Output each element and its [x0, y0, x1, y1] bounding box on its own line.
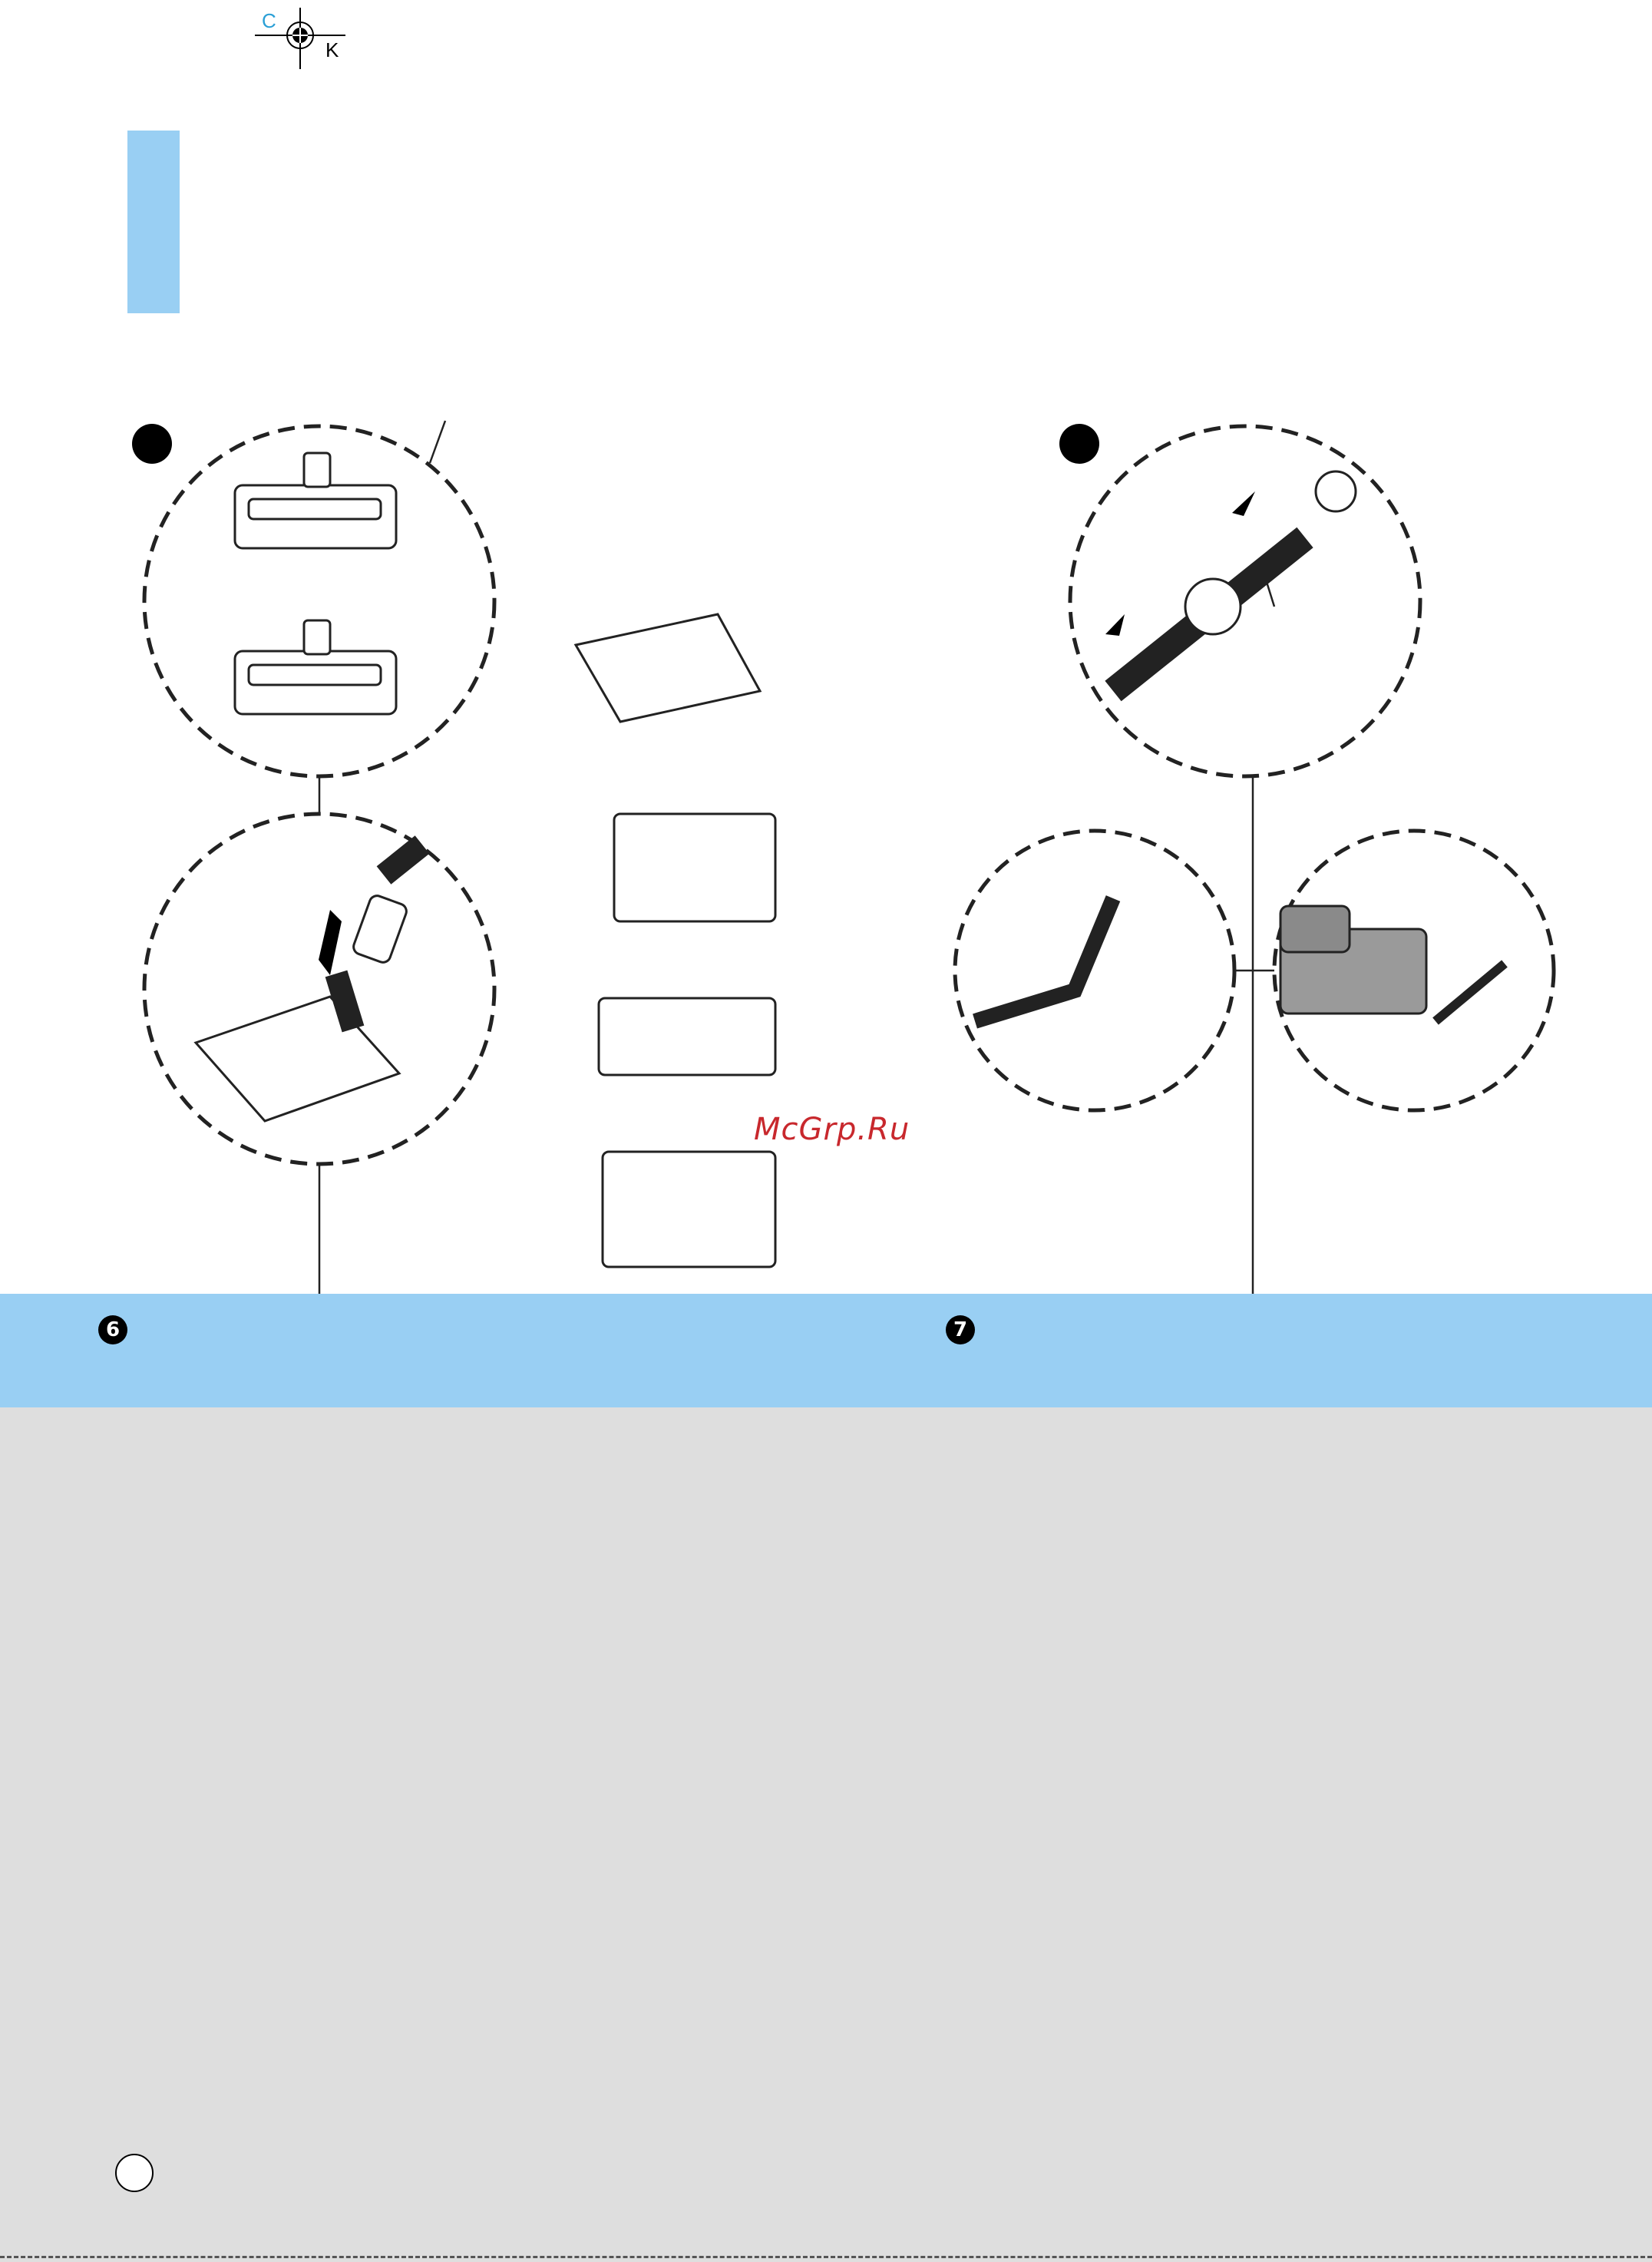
step-7-badge: 7 [946, 1315, 975, 1344]
illustration-area [0, 399, 1652, 1294]
section-band [0, 1294, 1652, 1407]
bottom-dashed-rule [0, 2256, 1652, 2258]
detail-circle-4 [955, 831, 1234, 1110]
page-number-circle [115, 2154, 154, 2192]
side-tab [127, 131, 180, 313]
figure-marker-right [1059, 424, 1099, 464]
figure-marker-left [132, 424, 172, 464]
registration-c-label: C [262, 9, 276, 32]
watermark-text: McGrp.Ru [754, 1112, 910, 1147]
text-body-area [0, 1407, 1652, 2262]
registration-k-label: K [325, 38, 339, 61]
step-6-badge: 6 [98, 1315, 127, 1344]
detail-circle-2 [144, 814, 494, 1164]
